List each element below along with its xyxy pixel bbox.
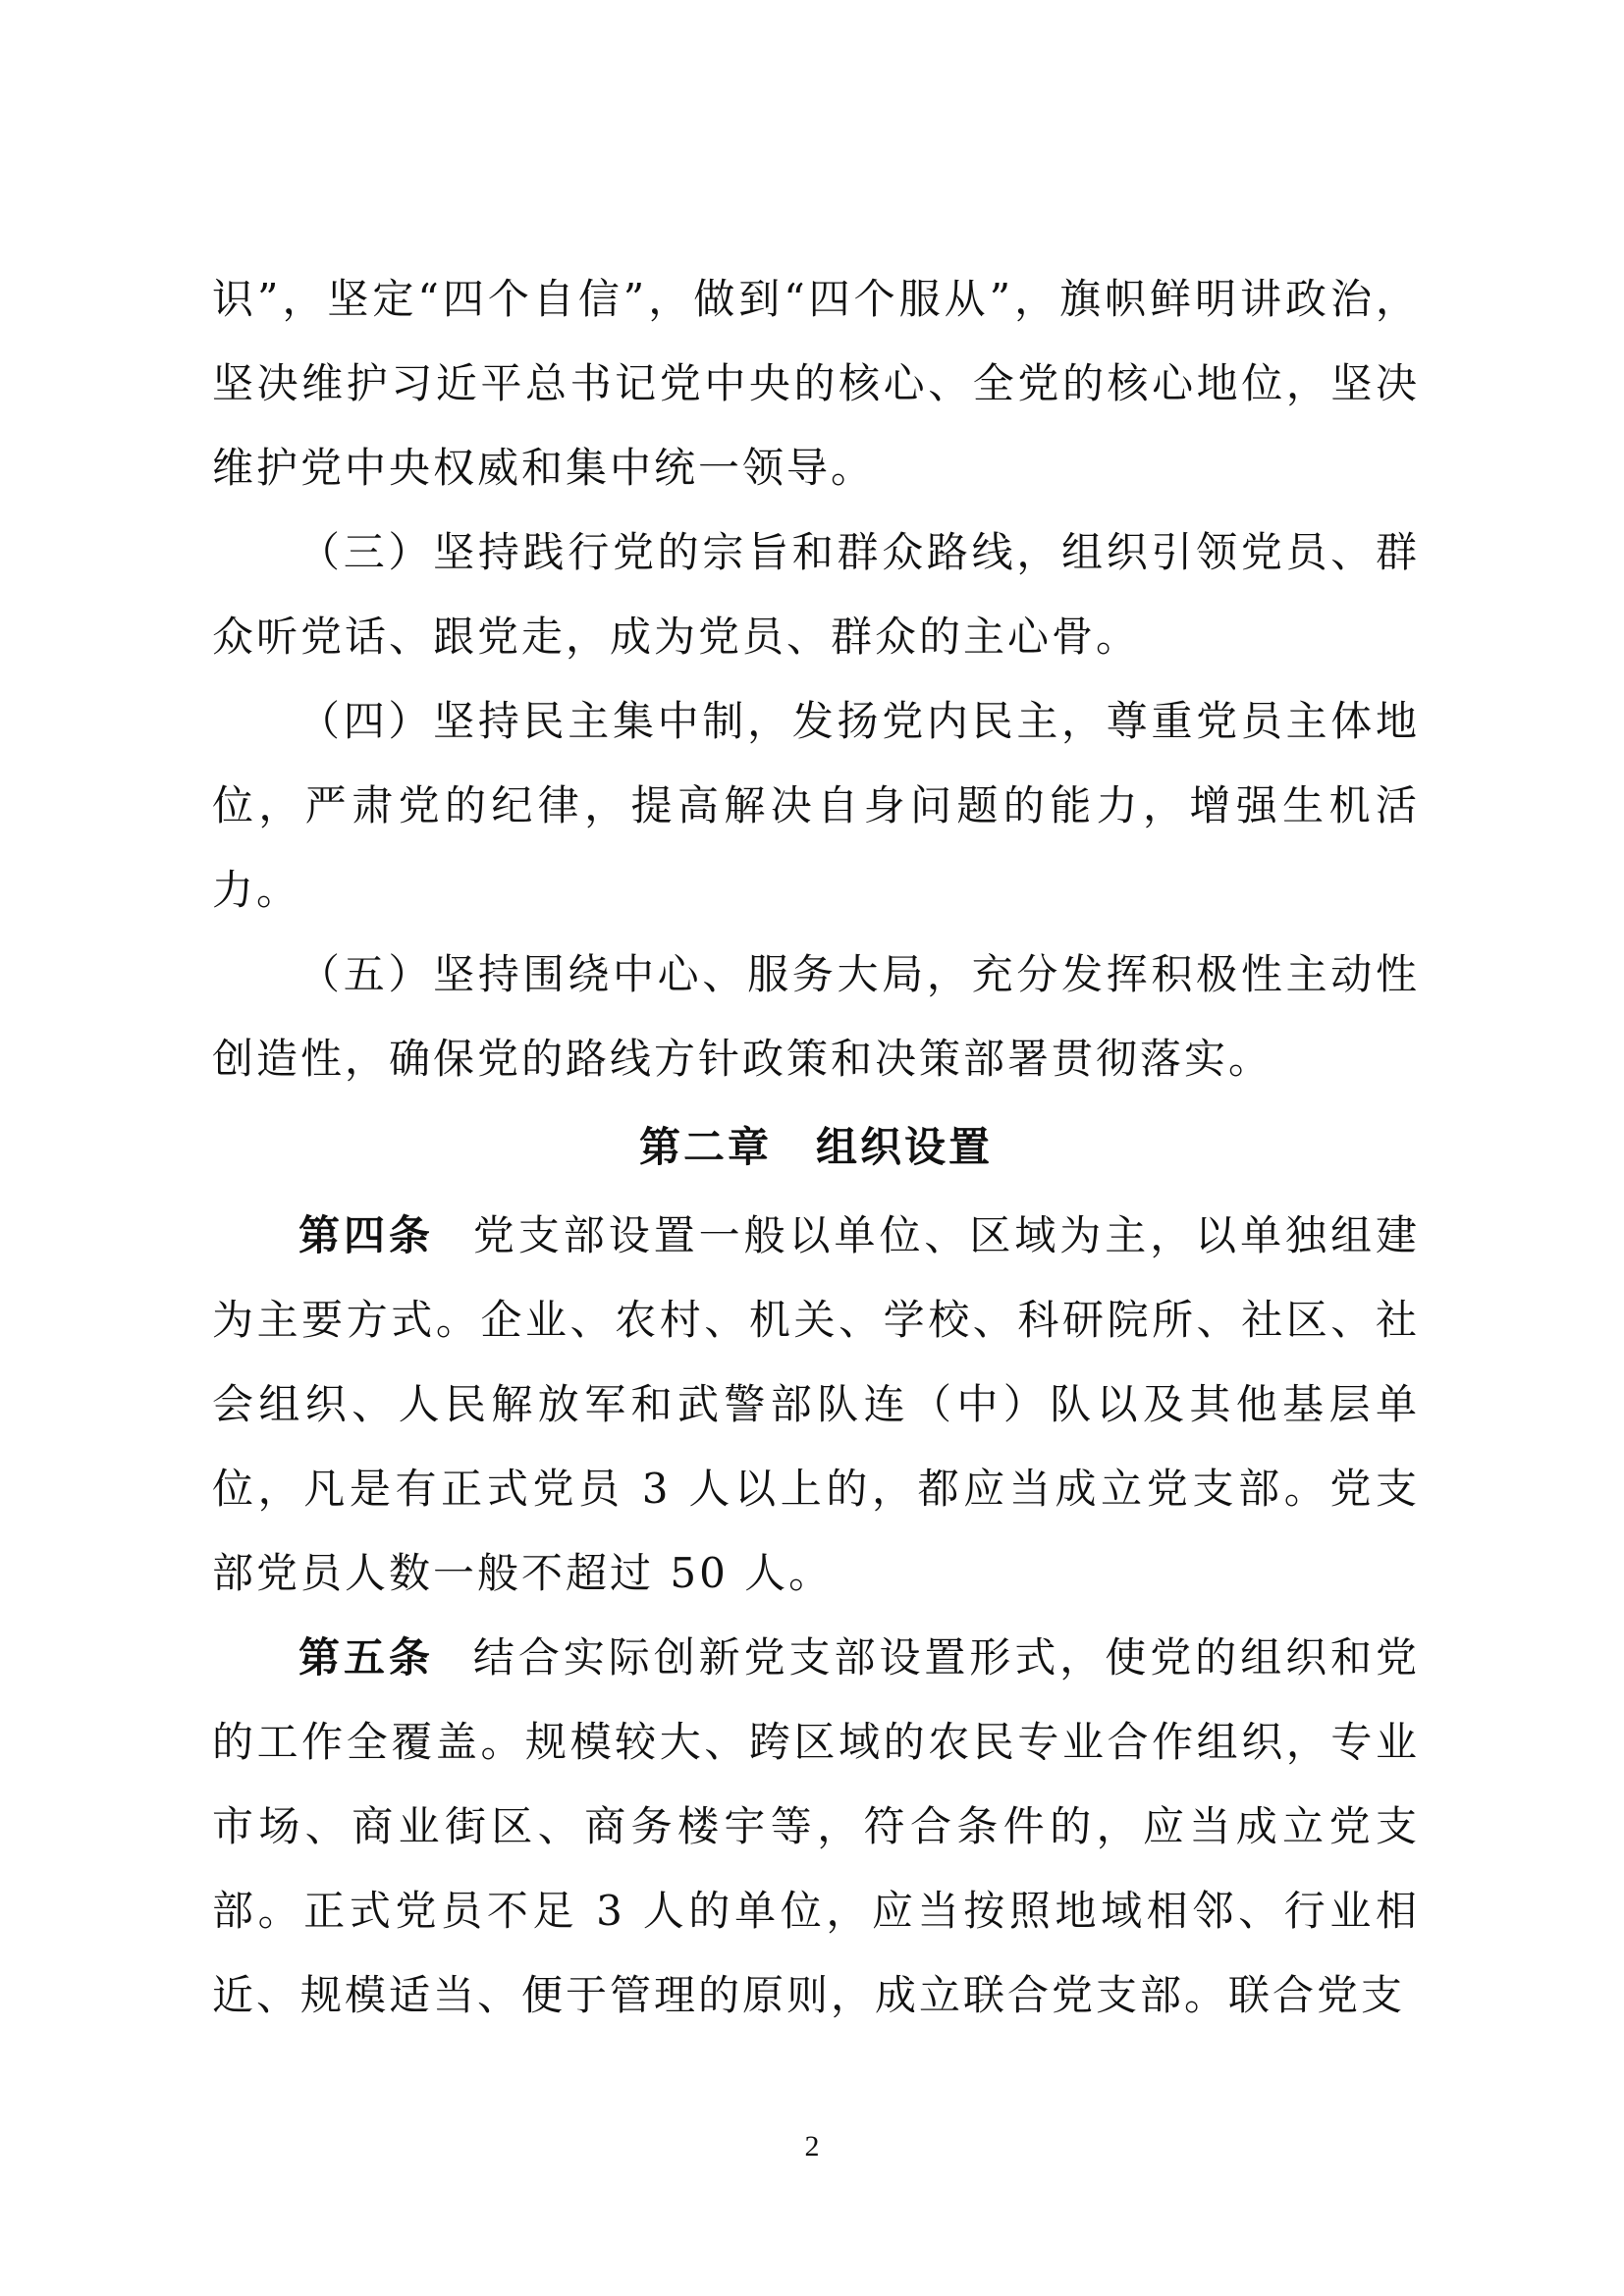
article-4 xyxy=(212,1194,1420,1616)
paragraph-continuation: 识”，坚定“四个自信”，做到“四个服从”，旗帜鲜明讲政治，坚决维护习近平总书记党中央的核心、全党的核心地位，坚决维护党中央权威和集中统一领导。 xyxy=(212,275,1420,492)
paragraph-item-5: （五）坚持围绕中心、服务大局，充分发挥积极性主动性创造性，确保党的路线方针政策和决策部署贯彻落实。 xyxy=(212,950,1420,1083)
paragraph-item-3: （三）坚持践行党的宗旨和群众路线，组织引领党员、群众听党话、跟党走，成为党员、群众的主心骨。 xyxy=(212,528,1420,661)
page-content xyxy=(212,257,1420,2038)
page-number: 2 xyxy=(804,2130,820,2163)
article-4-text: 党支部设置一般以单位、区域为主，以单独组建为主要方式。企业、农村、机关、学校、科研院所、社区、社会组织、人民解放军和武警部队连（中）队以及其他基层单位，凡是有正式党员 3 人以上的，都应当成立党支部。党支部党员人数一般不超过 50 人。 xyxy=(212,1211,1420,1597)
paragraph-item-4: （四）坚持民主集中制，发扬党内民主，尊重党员主体地位，严肃党的纪律，提高解决自身问题的能力，增强生机活力。 xyxy=(212,697,1420,914)
chapter-title: 第二章 组织设置 xyxy=(638,1123,993,1171)
article-5-text: 结合实际创新党支部设置形式，使党的组织和党的工作全覆盖。规模较大、跨区域的农民专业合作组织，专业市场、商业街区、商务楼宇等，符合条件的，应当成立党支部。正式党员不足 3 人的单位，应当按照地域相邻、行业相近、规模适当、便于管理的原则，成立联合党支部。联合党支 xyxy=(212,1633,1420,2019)
article-5 xyxy=(212,1616,1420,2038)
article-5-number: 第五条 xyxy=(298,1633,434,1682)
article-4-number: 第四条 xyxy=(298,1211,434,1259)
